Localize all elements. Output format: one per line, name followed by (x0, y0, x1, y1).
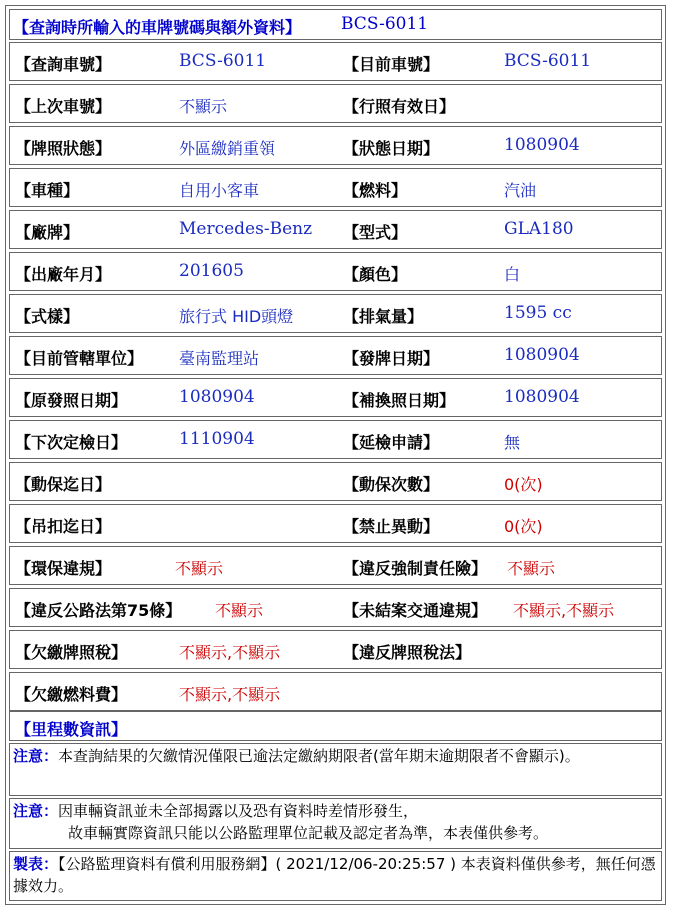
report-footer (9, 851, 662, 901)
field-label-left: 【廠牌】 (15, 223, 80, 242)
data-row (9, 336, 662, 375)
field-value-right: 無 (504, 433, 521, 452)
note-disclaimer (9, 798, 662, 849)
data-row (9, 378, 662, 417)
field-label-right: 【狀態日期】 (343, 139, 440, 158)
field-label-right: 【目前車號】 (343, 55, 440, 74)
field-label-left: 【目前管轄單位】 (15, 349, 144, 368)
field-label-left: 【上次車號】 (15, 97, 112, 116)
note-overdue (9, 743, 662, 796)
data-row (9, 168, 662, 207)
field-label-left: 【下次定檢日】 (15, 433, 128, 452)
field-value-left: 1080904 (179, 387, 255, 407)
data-row (9, 588, 662, 627)
field-label-left: 【動保迄日】 (15, 475, 112, 494)
field-value-left: 1110904 (179, 429, 255, 449)
data-row (9, 420, 662, 459)
field-label-right: 【動保次數】 (343, 475, 440, 494)
field-value-right: 不顯示,不顯示 (513, 601, 615, 620)
field-label-right: 【違反牌照稅法】 (343, 643, 472, 662)
field-value-left: 自用小客車 (179, 181, 260, 200)
data-row (9, 462, 662, 501)
note-line-1: 因車輛資訊並未全部揭露以及恐有資料時差情形發生， (58, 802, 419, 820)
field-label-right: 【燃料】 (343, 181, 408, 200)
field-value-left: 外區繳銷重領 (179, 139, 276, 158)
data-row (9, 672, 662, 711)
field-label-left: 【式樣】 (15, 307, 80, 326)
field-label-left: 【欠繳燃料費】 (15, 685, 128, 704)
field-value-right: 1080904 (504, 135, 580, 155)
field-value-right: 1080904 (504, 387, 580, 407)
field-value-left: 臺南監理站 (179, 349, 260, 368)
field-label-left: 【出廠年月】 (15, 265, 112, 284)
field-label-left: 【原發照日期】 (15, 391, 128, 410)
field-label-right: 【發牌日期】 (343, 349, 440, 368)
report-header (9, 9, 662, 40)
field-label-right: 【型式】 (343, 223, 408, 242)
field-label-left: 【車種】 (15, 181, 80, 200)
field-label-right: 【排氣量】 (343, 307, 424, 326)
data-row (9, 294, 662, 333)
field-label-right: 【違反強制責任險】 (343, 559, 488, 578)
mileage-section (9, 711, 662, 741)
field-label-right: 【延檢申請】 (343, 433, 440, 452)
field-label-left: 【違反公路法第75條】 (15, 601, 182, 620)
data-row (9, 126, 662, 165)
note-text: 本查詢結果的欠繳情況僅限已逾法定繳納期限者(當年期末逾期限者不會顯示)。 (58, 747, 580, 765)
field-value-right: 不顯示 (507, 559, 556, 578)
field-label-right: 【行照有效日】 (343, 97, 456, 116)
field-value-right: 1595 cc (504, 303, 572, 323)
footer-label: 製表： (13, 855, 59, 873)
field-value-left: 不顯示 (215, 601, 264, 620)
field-label-right: 【禁止異動】 (343, 517, 440, 536)
note-label: 注意： (13, 747, 59, 765)
data-row (9, 84, 662, 123)
header-plate: BCS-6011 (341, 14, 429, 34)
field-value-left: 201605 (179, 261, 244, 281)
note-label: 注意： (13, 802, 59, 820)
field-value-right: 0(次) (504, 517, 543, 536)
data-row (9, 630, 662, 669)
field-value-right: 1080904 (504, 345, 580, 365)
data-row (9, 504, 662, 543)
field-value-left: 不顯示,不顯示 (179, 685, 281, 704)
field-value-left: 旅行式 HID頭燈 (179, 307, 294, 326)
field-value-left: 不顯示,不顯示 (179, 643, 281, 662)
field-label-left: 【欠繳牌照稅】 (15, 643, 128, 662)
field-label-right: 【未結案交通違規】 (343, 601, 488, 620)
field-value-right: 白 (504, 265, 521, 284)
data-row (9, 210, 662, 249)
field-label-left: 【吊扣迄日】 (15, 517, 112, 536)
field-value-left: Mercedes-Benz (179, 219, 313, 239)
field-value-left: 不顯示 (179, 97, 228, 116)
data-row (9, 42, 662, 81)
vehicle-report-table (5, 5, 666, 905)
data-row (9, 252, 662, 291)
mileage-title: 【里程數資訊】 (15, 720, 128, 739)
data-row (9, 546, 662, 585)
field-label-left: 【環保違規】 (15, 559, 112, 578)
note-line-2: 故車輛實際資訊只能以公路監理單位記載及認定者為準，本表僅供參考。 (68, 824, 549, 842)
field-label-left: 【查詢車號】 (15, 55, 112, 74)
field-value-right: 0(次) (504, 475, 543, 494)
field-value-left: BCS-6011 (179, 51, 267, 71)
field-label-right: 【顏色】 (343, 265, 408, 284)
field-value-right: BCS-6011 (504, 51, 592, 71)
field-label-left: 【牌照狀態】 (15, 139, 112, 158)
header-title: 【查詢時所輸入的車牌號碼與額外資料】 (13, 18, 302, 37)
field-value-right: GLA180 (504, 219, 574, 239)
field-label-right: 【補換照日期】 (343, 391, 456, 410)
field-value-right: 汽油 (504, 181, 537, 200)
field-value-left: 不顯示 (175, 559, 224, 578)
footer-text: 【公路監理資料有償利用服務網】( 2021/12/06-20:25:57 ) 本表資料僅供參考，無任何憑據效力。 (13, 855, 656, 895)
